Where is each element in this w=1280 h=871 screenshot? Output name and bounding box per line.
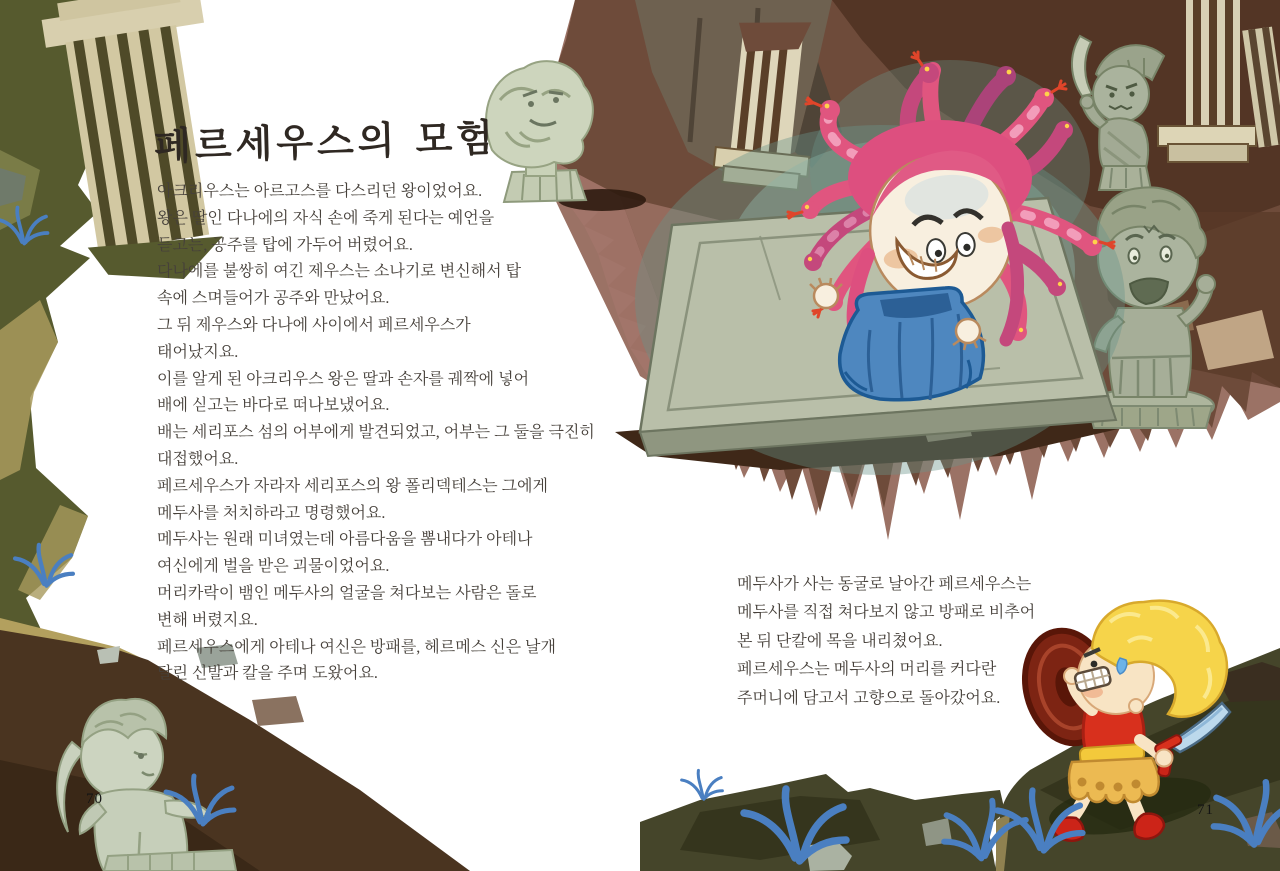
page-title: 페르세우스의 모험 xyxy=(153,115,498,169)
right-page-body-text xyxy=(737,571,1077,713)
text-line: 왕은 딸인 다나에의 자식 손에 죽게 된다는 예언을 xyxy=(157,209,495,227)
text-line: 페르세우스는 메두사의 머리를 커다란 xyxy=(737,661,997,679)
text-line: 메두사를 처치하라고 명령했어요. xyxy=(157,504,386,522)
text-line: 속에 스며들어가 공주와 만났어요. xyxy=(157,290,390,308)
text-line: 여신에게 벌을 받은 괴물이었어요. xyxy=(157,558,390,576)
text-line: 메두사를 직접 쳐다보지 않고 방패로 비추어 xyxy=(737,604,1036,622)
text-line: 달린 신발과 칼을 주며 도왔어요. xyxy=(157,665,378,683)
text-line: 페르세우스가 자라자 세리포스의 왕 폴리덱테스는 그에게 xyxy=(157,477,548,495)
medusa-dress xyxy=(840,288,984,400)
text-line: 메두사는 원래 미녀였는데 아름다움을 뽐내다가 아테나 xyxy=(157,531,533,549)
text-line: 듣고는, 공주를 탑에 가두어 버렸어요. xyxy=(157,236,413,254)
text-line: 본 뒤 단칼에 목을 내리쳤어요. xyxy=(737,632,943,650)
text-line: 이를 알게 된 아크리우스 왕은 딸과 손자를 궤짝에 넣어 xyxy=(157,370,530,388)
text-line: 배에 싣고는 바다로 떠나보냈어요. xyxy=(157,397,390,415)
text-line: 아크리우스는 아르고스를 다스리던 왕이었어요. xyxy=(157,183,483,200)
left-page-body-text xyxy=(157,179,595,688)
page-number-left: 70 xyxy=(86,791,103,807)
text-line: 대접했어요. xyxy=(157,450,239,468)
text-line: 페르세우스에게 아테나 여신은 방패를, 헤르메스 신은 날개 xyxy=(157,638,556,656)
text-line: 그 뒤 제우스와 다나에 사이에서 페르세우스가 xyxy=(157,316,471,334)
text-line: 태어났지요. xyxy=(157,343,239,361)
text-line: 머리카락이 뱀인 메두사의 얼굴을 쳐다보는 사람은 돌로 xyxy=(157,584,537,602)
text-line: 변해 버렸지요. xyxy=(157,611,258,629)
page-number-right: 71 xyxy=(1197,802,1214,818)
text-line: 메두사가 사는 동굴로 날아간 페르세우스는 xyxy=(737,576,1032,593)
text-line: 주머니에 담고서 고향으로 돌아갔어요. xyxy=(737,689,1001,707)
text-line: 배는 세리포스 섬의 어부에게 발견되었고, 어부는 그 둘을 극진히 xyxy=(157,424,595,442)
text-line: 다나에를 불쌍히 여긴 제우스는 소나기로 변신해서 탑 xyxy=(157,263,522,281)
grass-tuft xyxy=(682,770,723,799)
